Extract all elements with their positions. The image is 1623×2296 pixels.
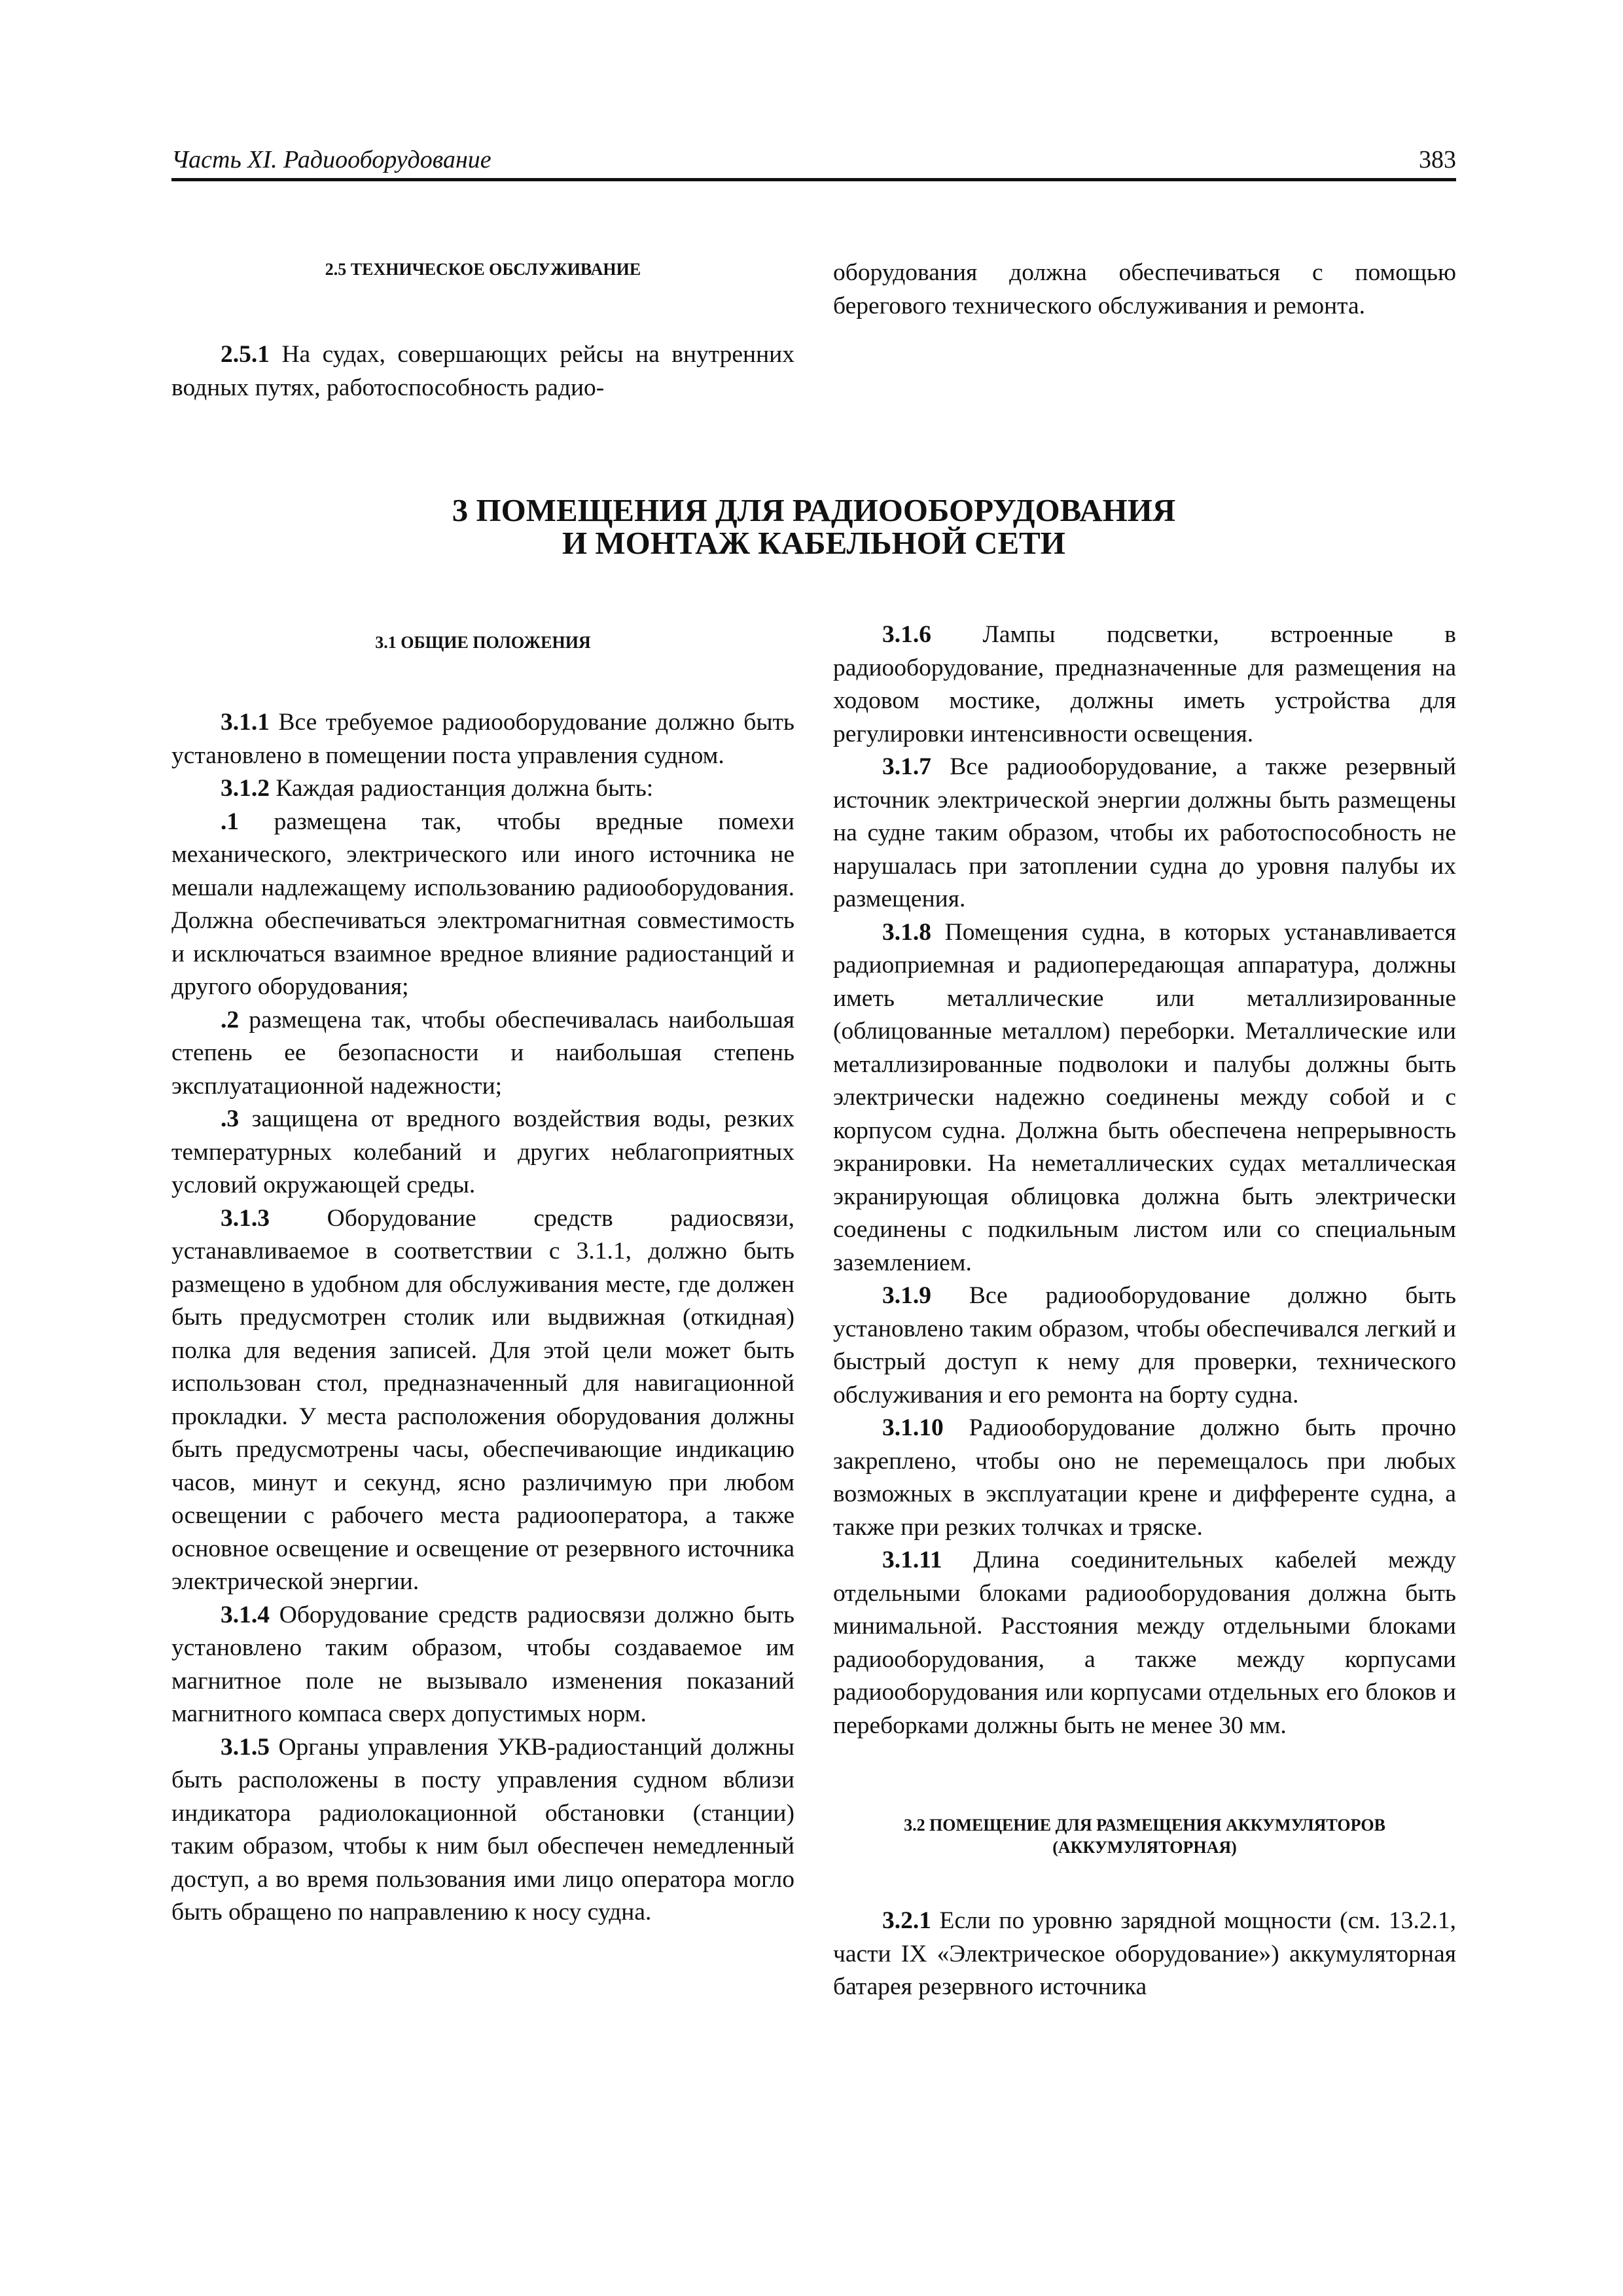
para-number: 3.1.9	[882, 1282, 931, 1309]
para-text: Лампы подсветки, встроенные в радиооборудование, предназначенные для размещения на ходовом мостике, должны иметь устройства для регулировки интенсивности освещения.	[833, 621, 1456, 747]
paragraph-3-1-1	[171, 706, 794, 772]
list-item-1	[171, 806, 794, 1004]
paragraph-3-1-10	[833, 1412, 1456, 1544]
para-number: 2.5.1	[221, 341, 270, 368]
item-number: .2	[221, 1006, 240, 1033]
paragraph-3-1-8	[833, 916, 1456, 1280]
para-text: Все требуемое радиооборудование должно быть установлено в помещении поста управления судном.	[171, 709, 794, 769]
chapter-title	[171, 494, 1456, 560]
para-text: Помещения судна, в которых устанавливается радиоприемная и радиопередающая аппаратура, должны иметь металлические или металлизированные (облицованные металлом) переборки. Металлические или металлизированные подволоки и палубы должны быть электрически надежно соединены между собой и с корпусом судна. Должна быть обеспечена непрерывность экранировки. На неметаллических судах металлическая экранирующая облицовка должна быть электрически соединены с подкильным листом или со специальным заземлением.	[833, 918, 1456, 1276]
para-number: 3.1.6	[882, 621, 931, 648]
paragraph-3-1-9	[833, 1280, 1456, 1412]
paragraph-3-1-2	[171, 772, 794, 806]
paragraph-3-1-4	[171, 1599, 794, 1731]
para-number: 3.1.2	[221, 775, 270, 802]
item-text: размещена так, чтобы вредные помехи механического, электрического или иного источника не мешали надлежащему использованию радиооборудования. Должна обеспечиваться электромагнитная совместимость и исключаться взаимное вредное влияние радиостанций и другого оборудования;	[171, 808, 794, 1000]
para-text: Оборудование средств радиосвязи, устанавливаемое в соответствии с 3.1.1, должно быть размещено в удобном для обслуживания месте, где должен быть предусмотрен столик или выдвижная (откидная) полка для ведения записей. Для этой цели может быть использован стол, предназначенный для навигационной прокладки. У места расположения оборудования должны быть предусмотрены часы, обеспечивающие индикацию часов, минут и секунд, ясно различимую при любом освещении с рабочего места радиооператора, а также основное освещение и освещение от резервного источника электрической энергии.	[171, 1204, 794, 1595]
paragraph-3-1-6	[833, 619, 1456, 751]
section-heading-3-2	[833, 1814, 1456, 1859]
right-column	[833, 619, 1456, 2004]
item-number: .1	[221, 808, 240, 835]
paragraph-3-1-11	[833, 1544, 1456, 1742]
para-text: Длина соединительных кабелей между отдельными блоками радиооборудования должна быть минимальной. Расстояния между отдельными блоками радиооборудования, а также между корпусами радиооборудования или корпусами отдельных его блоков и переборками должны быть не менее 30 мм.	[833, 1547, 1456, 1739]
para-text: Оборудование средств радиосвязи должно быть установлено таким образом, чтобы создаваемое им магнитное поле не вызывало изменения показаний магнитного компаса сверх допустимых норм.	[171, 1601, 794, 1727]
para-number: 3.1.1	[221, 709, 270, 736]
paragraph-continuation: оборудования должна обеспечиваться с помощью берегового технического обслуживания и ремонта.	[833, 259, 1456, 319]
left-column	[171, 632, 794, 1929]
paragraph-3-1-7	[833, 751, 1456, 916]
para-text: Радиооборудование должно быть прочно закреплено, чтобы оно не перемещалось при любых возможных в эксплуатации крене и дифференте судна, а также при резких толчках и тряске.	[833, 1414, 1456, 1541]
para-number: 3.1.8	[882, 918, 931, 946]
paragraph-2-5-1	[171, 338, 794, 404]
item-text: защищена от вредного воздействия воды, резких температурных колебаний и других неблагоприятных условий окружающей среды.	[171, 1105, 794, 1198]
para-text: Все радиооборудование, а также резервный источник электрической энергии должны быть размещены на судне таким образом, чтобы их работоспособность не нарушалась при затоплении судна до уровня палубы их размещения.	[833, 753, 1456, 912]
top-right-column	[833, 257, 1456, 323]
para-number: 3.1.4	[221, 1601, 270, 1628]
para-number: 3.1.11	[882, 1547, 942, 1573]
running-header-title: Часть XI. Радиооборудование	[171, 146, 491, 173]
top-left-column	[171, 259, 794, 404]
para-number: 3.1.7	[882, 753, 931, 780]
chapter-title-line-2: И МОНТАЖ КАБЕЛЬНОЙ СЕТИ	[562, 525, 1065, 561]
paragraph-3-2-1	[833, 1905, 1456, 2004]
page-number: 383	[1419, 146, 1456, 173]
para-text: На судах, совершающих рейсы на внутренних водных путях, работоспособность радио-	[171, 341, 794, 401]
para-number: 3.1.3	[221, 1204, 270, 1232]
section-heading-3-2-line-1: 3.2 ПОМЕЩЕНИЕ ДЛЯ РАЗМЕЩЕНИЯ АККУМУЛЯТОРОВ	[904, 1816, 1385, 1835]
para-number: 3.1.10	[882, 1414, 944, 1441]
list-item-3	[171, 1103, 794, 1202]
section-heading-2-5: 2.5 ТЕХНИЧЕСКОЕ ОБСЛУЖИВАНИЕ	[325, 260, 641, 279]
item-text: размещена так, чтобы обеспечивалась наибольшая степень ее безопасности и наибольшая степень эксплуатационной надежности;	[171, 1006, 794, 1100]
chapter-title-line-1: 3 ПОМЕЩЕНИЯ ДЛЯ РАДИООБОРУДОВАНИЯ	[452, 492, 1176, 528]
para-text: Все радиооборудование должно быть установлено таким образом, чтобы обеспечивался легкий и быстрый доступ к нему для проверки, технического обслуживания и его ремонта на борту судна.	[833, 1282, 1456, 1408]
para-number: 3.2.1	[882, 1907, 931, 1934]
list-item-2	[171, 1004, 794, 1103]
section-heading-3-2-line-2: (АККУМУЛЯТОРНАЯ)	[1052, 1838, 1237, 1857]
section-heading-3-1: 3.1 ОБЩИЕ ПОЛОЖЕНИЯ	[375, 633, 591, 652]
para-text: Каждая радиостанция должна быть:	[270, 775, 654, 802]
paragraph-3-1-3	[171, 1202, 794, 1599]
para-number: 3.1.5	[221, 1733, 270, 1761]
para-text: Органы управления УКВ-радиостанций должны быть расположены в посту управления судном вблизи индикатора радиолокационной обстановки (станции) таким образом, чтобы к ним был обеспечен немедленный доступ, а во время пользования ими лицо оператора могло быть обращено по направлению к носу судна.	[171, 1733, 794, 1926]
header-rule	[171, 178, 1456, 181]
paragraph-3-1-5	[171, 1731, 794, 1929]
para-text: Если по уровню зарядной мощности (см. 13.2.1, части IX «Электрическое оборудование») аккумуляторная батарея резервного источника	[833, 1907, 1456, 2000]
item-number: .3	[221, 1105, 240, 1132]
